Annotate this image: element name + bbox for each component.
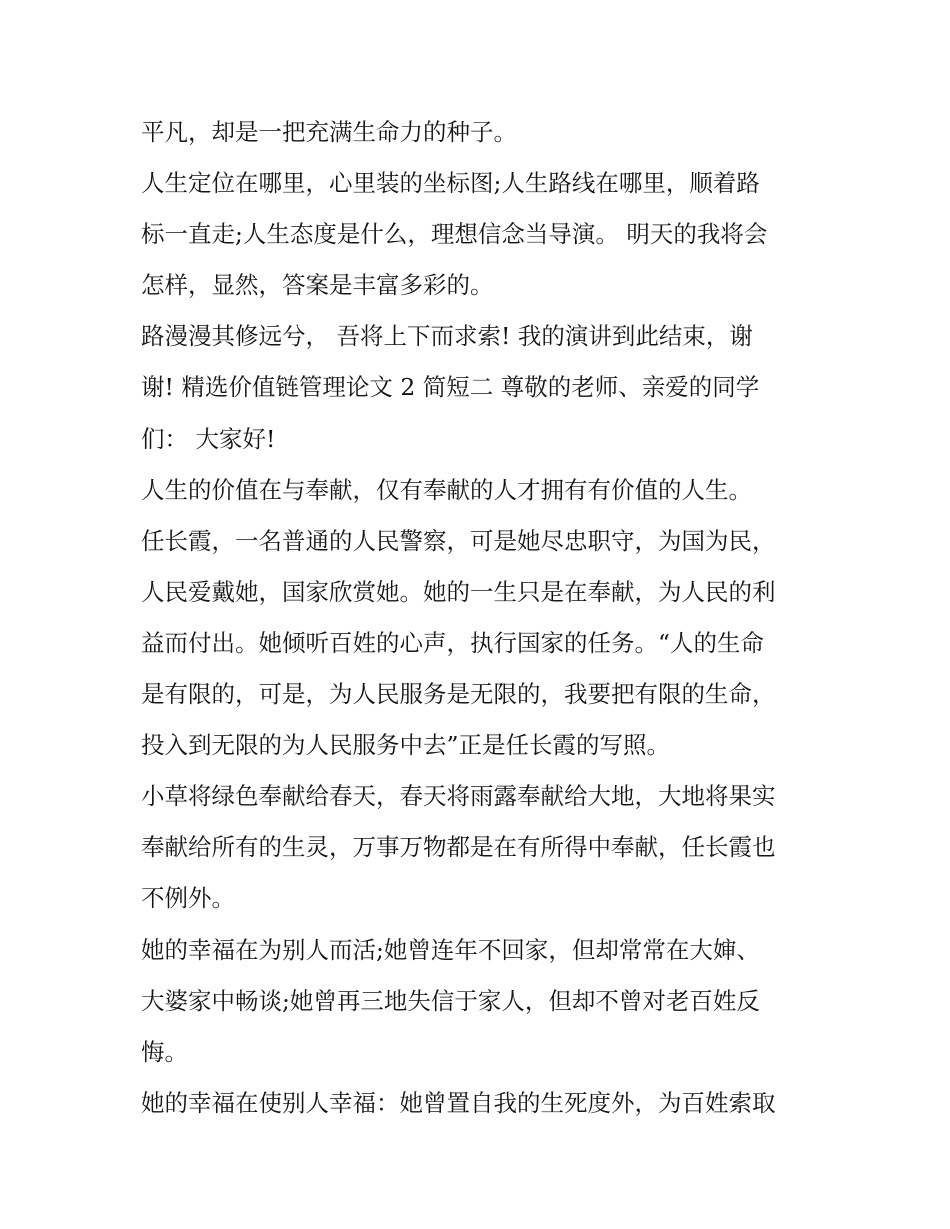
text-line: 奉献给所有的生灵，万事万物都是在有所得中奉献，任长霞也 (141, 833, 776, 862)
text-line: 人生定位在哪里，心里装的坐标图;人生路线在哪里，顺着路 (141, 169, 760, 198)
text-line: 她的幸福在为别人而活;她曾连年不回家，但却常常在大婶、 (141, 935, 760, 964)
text-line: 她的幸福在使别人幸福：她曾置自我的生死度外，为百姓索取 (141, 1088, 776, 1117)
text-line: 投入到无限的为人民服务中去”正是任长霞的写照。 (141, 731, 671, 760)
text-line: 标一直走;人生态度是什么，理想信念当导演。 明天的我将会 (141, 220, 768, 249)
text-line: 怎样，显然，答案是丰富多彩的。 (141, 271, 494, 300)
text-line: 大婆家中畅谈;她曾再三地失信于家人，但却不曾对老百姓反 (141, 986, 760, 1015)
text-line: 人民爱戴她，国家欣赏她。她的一生只是在奉献，为人民的利 (141, 577, 776, 606)
text-line: 平凡，却是一把充满生命力的种子。 (141, 118, 517, 146)
text-line: 益而付出。她倾听百姓的心声，执行国家的任务。“人的生命 (141, 628, 765, 657)
text-line: 是有限的，可是，为人民服务是无限的，我要把有限的生命， (141, 680, 776, 709)
text-line: 路漫漫其修远兮， 吾将上下而求索! 我的演讲到此结束，谢 (141, 322, 753, 351)
text-line: 小草将绿色奉献给春天，春天将雨露奉献给大地，大地将果实 (141, 782, 776, 811)
text-line: 悔。 (141, 1037, 188, 1066)
text-line: 不例外。 (141, 884, 235, 913)
text-line: 谢! 精选价值链管理论文 2 简短二 尊敬的老师、亲爱的同学 (141, 373, 760, 402)
text-line: 任长霞，一名普通的人民警察，可是她尽忠职守，为国为民， (141, 526, 776, 555)
body-text (141, 107, 831, 1129)
text-line: 们： 大家好! (141, 424, 276, 453)
text-line: 人生的价值在与奉献，仅有奉献的人才拥有有价值的人生。 (141, 475, 752, 504)
